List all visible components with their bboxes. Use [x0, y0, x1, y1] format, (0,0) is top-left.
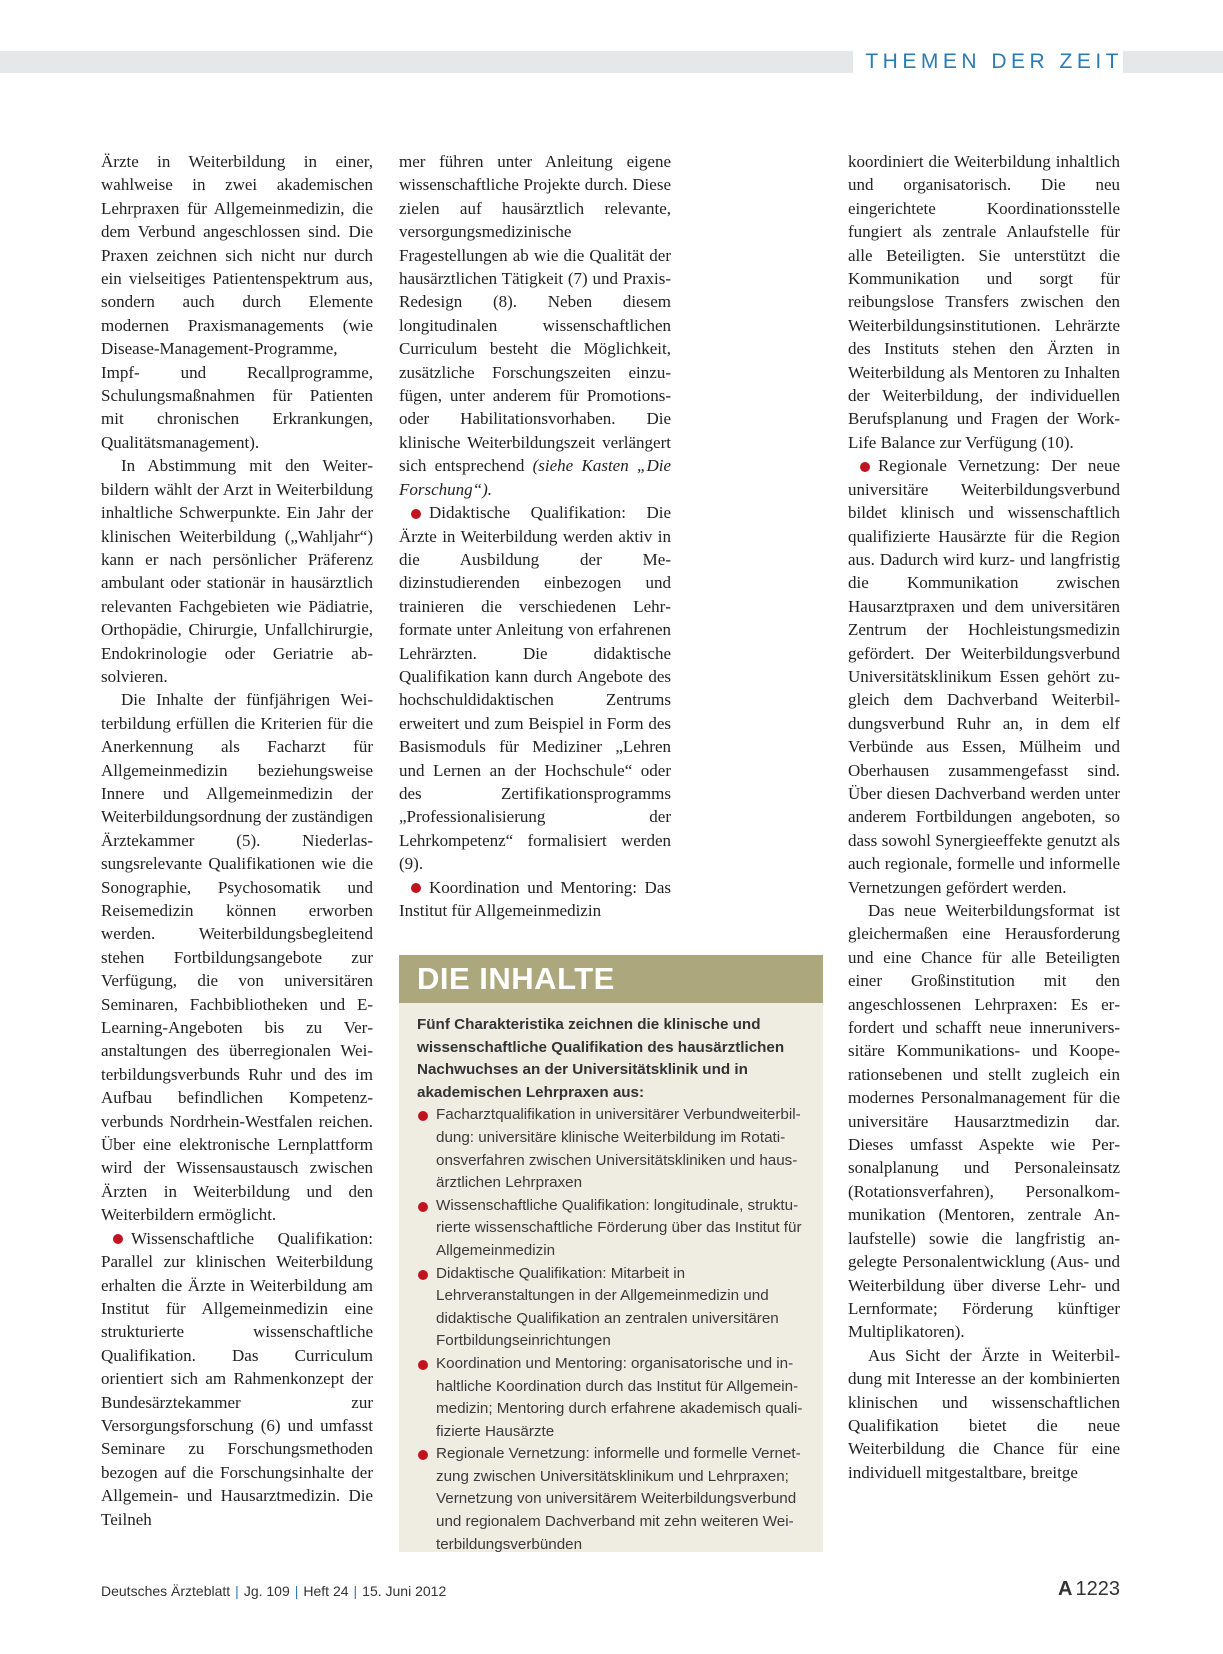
list-item-text: Wissenschaftliche Qualifikation: longitudinale, strukturierte wissenschaftliche Förderung über das Institut für Allgemeinmedizin: [436, 1196, 802, 1259]
paragraph-text: Regionale Vernetzung: Der neue universitäre Weiterbildungsverbund bildet klinisch und wissenschaftlich qualifizierte Hausärzte für die Region aus. Dadurch wird kurz- und langfristig die Kommunikation zwischen Hausarztpraxen und dem universitären Zentrum der Hochleistungsmedizin gefördert. Der Weiterbildungsverbund Universitätsklinikum Essen gehört zugleich dem Dachverband Weiterbildungsverbund Ruhr an, in dem elf Verbünde aus Essen, Mülheim und Oberhausen zusammengefasst sind. Über diesen Dachverband werden unter anderem Fortbildungen angeboten, so dass sowohl Synergieeffekte genutzt als auch regionale, formelle und informelle Vernetzungen gefördert werden.: [848, 456, 1120, 897]
separator: |: [235, 1583, 239, 1599]
separator: |: [294, 1583, 299, 1599]
paragraph-text: Wissenschaftliche Qualifikation: Parallel zur klinischen Weiterbildung erhalten die Ärzte in Weiterbildung am Institut für Allgemeinmedizin eine strukturierte wissenschaftliche Qualifikation. Das Curriculum orientiert sich am Rahmenkonzept der Bundesärztekammer zur Versorgungsforschung (6) und umfasst Seminare zu Forschungsmethoden bezogen auf die Forschungsinhalte der Allgemein- und Hausarztmedizin. Die Teilneh: [101, 1228, 373, 1529]
list-item-text: Koordination und Mentoring: organisatorische und inhaltliche Koordination durch das Institut für Allgemeinmedizin; Mentoring durch erfahrene akademisch qualifizierte Hausärzte: [436, 1354, 803, 1440]
volume: Jg. 109: [243, 1583, 290, 1599]
bullet-icon: [411, 509, 421, 519]
text-column-3: [848, 150, 1120, 1484]
list-item: [417, 1104, 805, 1194]
info-box-list: [417, 1104, 805, 1556]
paragraph-text: mer führen unter Anleitung eigene wissenschaftliche Projekte durch. Diese zielen auf hausärztlich relevante, versorgungsmedizinische Fragestellungen ab wie die Qualität der hausärztlichen Tätigkeit (7) und Praxis-Redesign (8). Neben diesem longitudinalen wissenschaftlichen Curriculum besteht die Möglichkeit, zusätzliche Forschungszeiten einzufügen, unter anderem für Promotions- oder Habilitationsvorhaben. Die klinische Weiterbildungszeit verlängert sich entsprechend: [399, 152, 671, 476]
info-box-title: DIE INHALTE: [399, 955, 823, 1003]
issue: Heft 24: [303, 1583, 349, 1599]
paragraph-text: Didaktische Qualifikation: Die Ärzte in Weiterbildung werden aktiv in die Ausbildung der Medizinstudierenden einbezogen und trainieren die verschiedenen Lehrformate unter Anleitung von erfahrenen Lehrärzten. Die didaktische Qualifikation kann durch Angebote des hochschuldidaktischen Zentrums erweitert und zum Beispiel in Form des Basismoduls für Mediziner „Lehren und Lernen an der Hochschule“ oder des Zertifikationsprogramms „Professionalisierung der Lehrkompetenz“ formalisiert werden (9).: [399, 503, 671, 874]
paragraph: Das neue Weiterbildungsformat ist gleichermaßen eine Herausforderung und eine Chance für alle Beteiligten einer Großinstitution mit den angeschlossenen Lehrpraxen: Es erfordert und schafft neue inneruniverssitäre Kommunikations- und Kooperationsebenen und stellt zugleich ein modernes Personalmanagement für die universitäre Hausarztmedizin dar. Dieses umfasst Aspekte wie Personalplanung und Personaleinsatz (Rotationsverfahren), Personalkommunikation (Mentoren, zentrale Anlaufstelle) sowie die langfristig angelegte Personalentwicklung (Aus- und Weiterbildung über diverse Lehr- und Lernformate; Förderung künftiger Multiplikatoren).: [848, 901, 1120, 1342]
list-item: [417, 1263, 805, 1353]
list-item: [417, 1443, 805, 1556]
info-box-body: [399, 1003, 823, 1556]
bullet-icon: [418, 1360, 428, 1370]
bullet-icon: [418, 1111, 428, 1121]
list-item: [417, 1353, 805, 1443]
bullet-icon: [418, 1202, 428, 1212]
page-prefix: A: [1058, 1578, 1073, 1600]
paragraph: [399, 150, 671, 501]
footer-citation: [101, 1583, 446, 1599]
bullet-paragraph: [399, 876, 671, 923]
bullet-icon: [418, 1450, 428, 1460]
bullet-paragraph: [399, 501, 671, 876]
bullet-icon: [860, 462, 870, 472]
list-item-text: Regionale Vernetzung: informelle und formelle Vernetzung zwischen Universitätsklinikum und Lehrpraxen; Vernetzung von universitärem Weiterbildungsverbund und regionalem Dachverband mit zehn weiteren Weiterbildungsverbünden: [436, 1445, 801, 1553]
text-column-2: [399, 150, 671, 922]
list-item: [417, 1195, 805, 1263]
separator: |: [353, 1583, 358, 1599]
list-item-text: Didaktische Qualifikation: Mitarbeit in Lehrveranstaltungen in der Allgemeinmedizin und didaktische Qualifikation an zentralen universitären Fortbildungseinrichtungen: [436, 1264, 779, 1350]
paragraph-text: Koordination und Mentoring: Das Institut für Allgemeinmedizin: [399, 877, 671, 920]
list-item-text: Facharztqualifikation in universitärer Verbundweiterbildung: universitäre klinische Weiterbildung im Rotationsverfahren zwischen Universitätskliniken und hausärztlichen Lehrpraxen: [436, 1106, 801, 1192]
paragraph: Ärzte in Weiterbildung in einer, wahlweise in zwei akademischen Lehrpraxen für Allgemeinmedizin, die dem Verbund angeschlossen sind. Die Praxen zeichnen sich nicht nur durch ein vielseitiges Patientenspektrum aus, sondern auch durch Elemente modernen Praxismanagements (wie Disease-Management-Programme, Impf- und Recallprogramme, Schulungsmaßnahmen für Patienten mit chronischen Erkrankungen, Qualitätsmanagement).: [101, 152, 373, 452]
info-box: [399, 955, 823, 1552]
paragraph: Aus Sicht der Ärzte in Weiterbildung mit Interesse an der kombinierten klinischen und wissenschaftlichen Qualifikation bietet die neue Weiterbildung die Chance für eine individuell mitgestaltbare, breitge: [848, 1345, 1120, 1482]
bullet-icon: [418, 1270, 428, 1280]
page-number-value: 1223: [1075, 1578, 1120, 1600]
page-number: [1058, 1578, 1120, 1601]
bullet-paragraph: [101, 1227, 373, 1531]
journal-name: Deutsches Ärzteblatt: [101, 1583, 231, 1599]
box-reference: (siehe Kasten „Die Forschung“).: [399, 456, 671, 499]
bullet-icon: [113, 1234, 123, 1244]
bullet-paragraph: [848, 454, 1120, 899]
text-column-1: [101, 150, 373, 1531]
info-box-intro: Fünf Charakteristika zeichnen die klinische und wissenschaftliche Qualifikation des hausärztlichen Nachwuchses an der Universitätsklinik und in akademischen Lehrpraxen aus:: [417, 1016, 785, 1101]
paragraph: In Abstimmung mit den Weiterbildern wählt der Arzt in Weiterbildung inhaltliche Schwerpunkte. Ein Jahr der klinischen Weiterbildung („Wahljahr“) kann er nach persönlicher Präferenz ambulant oder stationär in hausärztlich relevanten Fachgebieten wie Pädiatrie, Orthopädie, Chirurgie, Unfallchirurgie, Endokrinologie oder Geriatrie absolvieren.: [101, 456, 373, 686]
section-title: THEMEN DER ZEIT: [853, 48, 1123, 76]
date: 15. Juni 2012: [362, 1583, 447, 1599]
bullet-icon: [411, 883, 421, 893]
paragraph: Die Inhalte der fünfjährigen Weiterbildung erfüllen die Kriterien für die Anerkennung als Facharzt für Allgemeinmedizin beziehungsweise Innere und Allgemeinmedizin der Weiterbildungsordnung der zuständigen Ärztekammer (5). Niederlassungsrelevante Qualifikationen wie die Sonographie, Psychosomatik und Reisemedizin können erworben werden. Weiterbildungsbegleitend stehen Fortbildungsangebote zur Verfügung, die von universitären Seminaren, Fachbibliotheken und E-Learning-Angeboten bis zu Veranstaltungen des überregionalen Weiterbildungsverbunds Ruhr und des im Aufbau befindlichen Kompetenzverbunds Nordrhein-Westfalen reichen. Über eine elektronische Lernplattform wird der Wissensaustausch zwischen Ärzten in Weiterbildung und den Weiterbildern ermöglicht.: [101, 690, 373, 1225]
paragraph: koordiniert die Weiterbildung inhaltlich und organisatorisch. Die neu eingerichtete Koordinationsstelle fungiert als zentrale Anlaufstelle für alle Beteiligten. Sie unterstützt die Kommunikation und sorgt für reibungslose Transfers zwischen den Weiterbildungsinstitutionen. Lehrärzte des Instituts stehen den Ärzten in Weiterbildung als Mentoren zu Inhalten der Weiterbildung, der individuellen Berufsplanung und Fragen der Work-Life Balance zur Verfügung (10).: [848, 152, 1120, 452]
